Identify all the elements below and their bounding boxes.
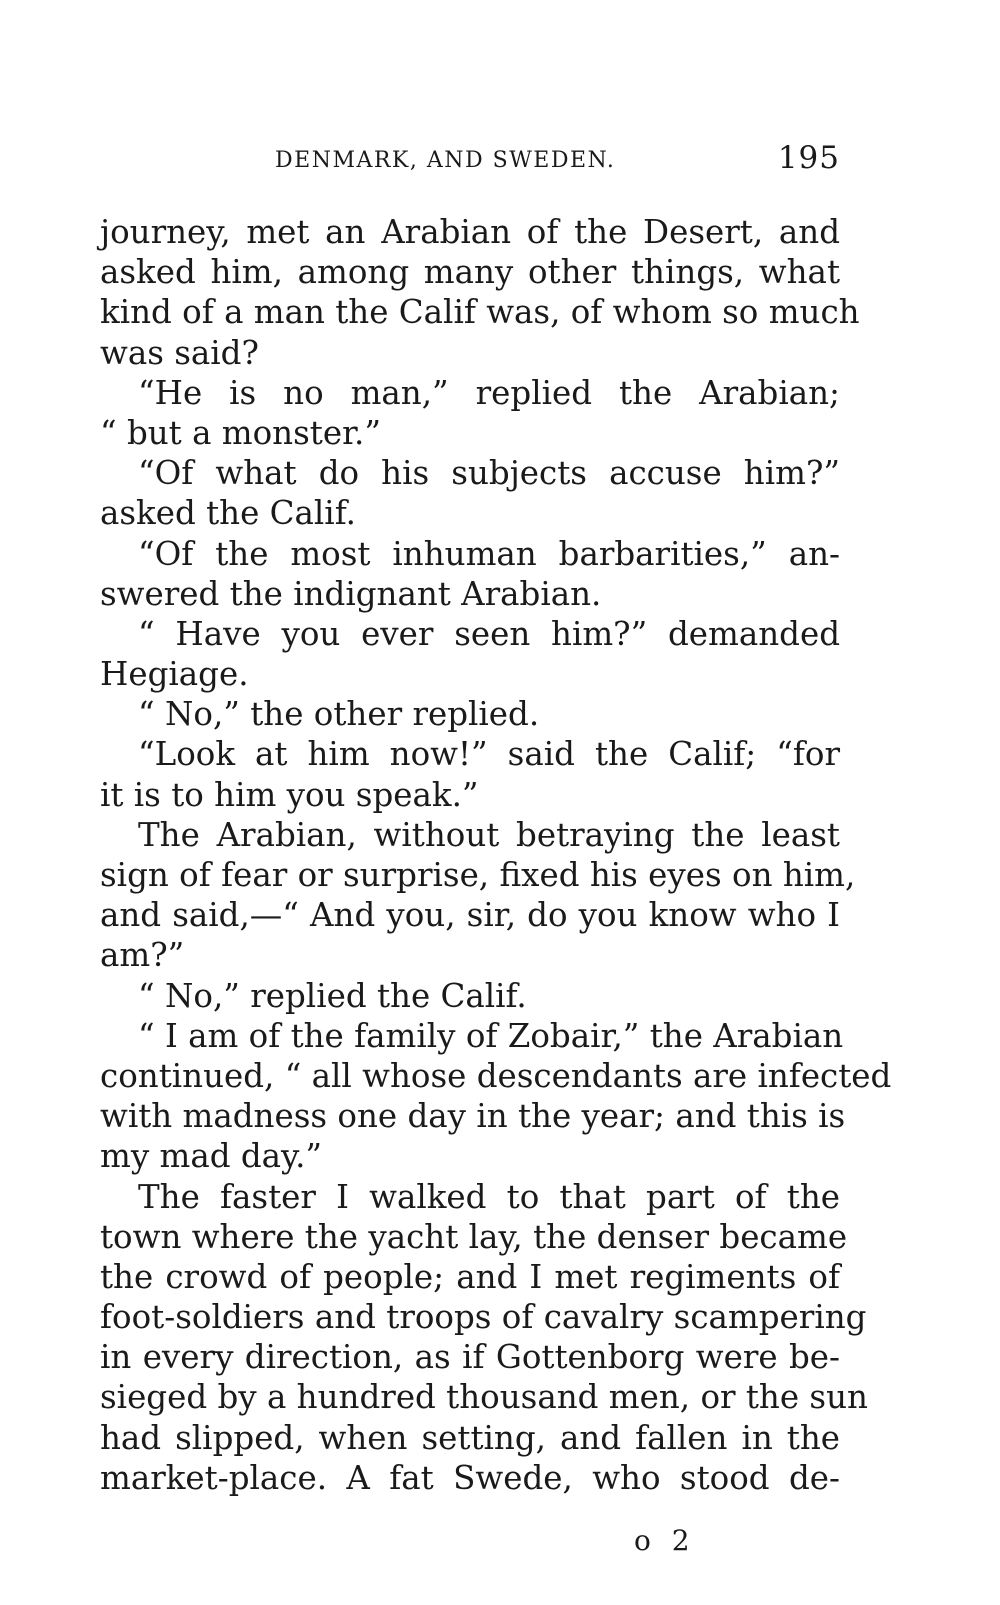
text-line: sieged by a hundred thousand men, or the sun [100,1378,868,1417]
text-line: “ No,” the other replied. [138,695,540,734]
text-line: sign of fear or surprise, fixed his eyes on him, [100,856,856,894]
text-line: “Look at him now!” said the Calif; “for [138,735,840,774]
text-line: with madness one day in the year; and this is [100,1097,846,1136]
text-line: “ Have you ever seen him?” demanded [138,614,840,653]
text-line: had slipped, when setting, and fallen in the [100,1418,840,1457]
text-line: The faster I walked to that part of the [138,1177,840,1216]
text-line: in every direction, as if Gottenborg were be- [100,1338,840,1377]
text-line: market-place. A fat Swede, who stood de- [100,1458,840,1497]
body-text [100,212,892,1498]
running-head [100,140,840,180]
text-line: town where the yacht lay, the denser became [100,1217,848,1256]
text-line: The Arabian, without betraying the least [138,815,840,854]
text-line: journey, met an Arabian of the Desert, and [100,213,840,251]
text-line: Hegiage. [100,655,249,694]
running-title: DENMARK, AND SWEDEN. [275,148,616,173]
text-line: the crowd of people; and I met regiments of [100,1257,840,1296]
text-line: and said,—“ And you, sir, do you know who I [100,896,840,935]
text-line: “ but a monster.” [100,413,381,452]
text-line: “ I am of the family of Zobair,” the Arabian [138,1016,844,1055]
text-line: am?” [100,936,185,975]
text-line: swered the indignant Arabian. [100,574,602,613]
text-line: was said? [100,333,259,372]
text-line: it is to him you speak.” [100,775,479,814]
text-line: “He is no man,” replied the Arabian; [138,373,840,412]
text-line: asked the Calif. [100,494,356,533]
text-line: “Of the most inhuman barbarities,” an- [138,534,840,573]
text-line: my mad day.” [100,1137,323,1176]
text-line: “Of what do his subjects accuse him?” [138,454,840,493]
page-number: 195 [777,140,840,176]
text-line: continued, “ all whose descendants are infected [100,1056,892,1095]
text-line: asked him, among many other things, what [100,253,840,292]
signature-mark: o 2 [634,1524,696,1557]
text-line: kind of a man the Calif was, of whom so much [100,293,860,332]
text-line: “ No,” replied the Calif. [138,976,527,1015]
text-line: foot-soldiers and troops of cavalry scampering [100,1298,867,1337]
